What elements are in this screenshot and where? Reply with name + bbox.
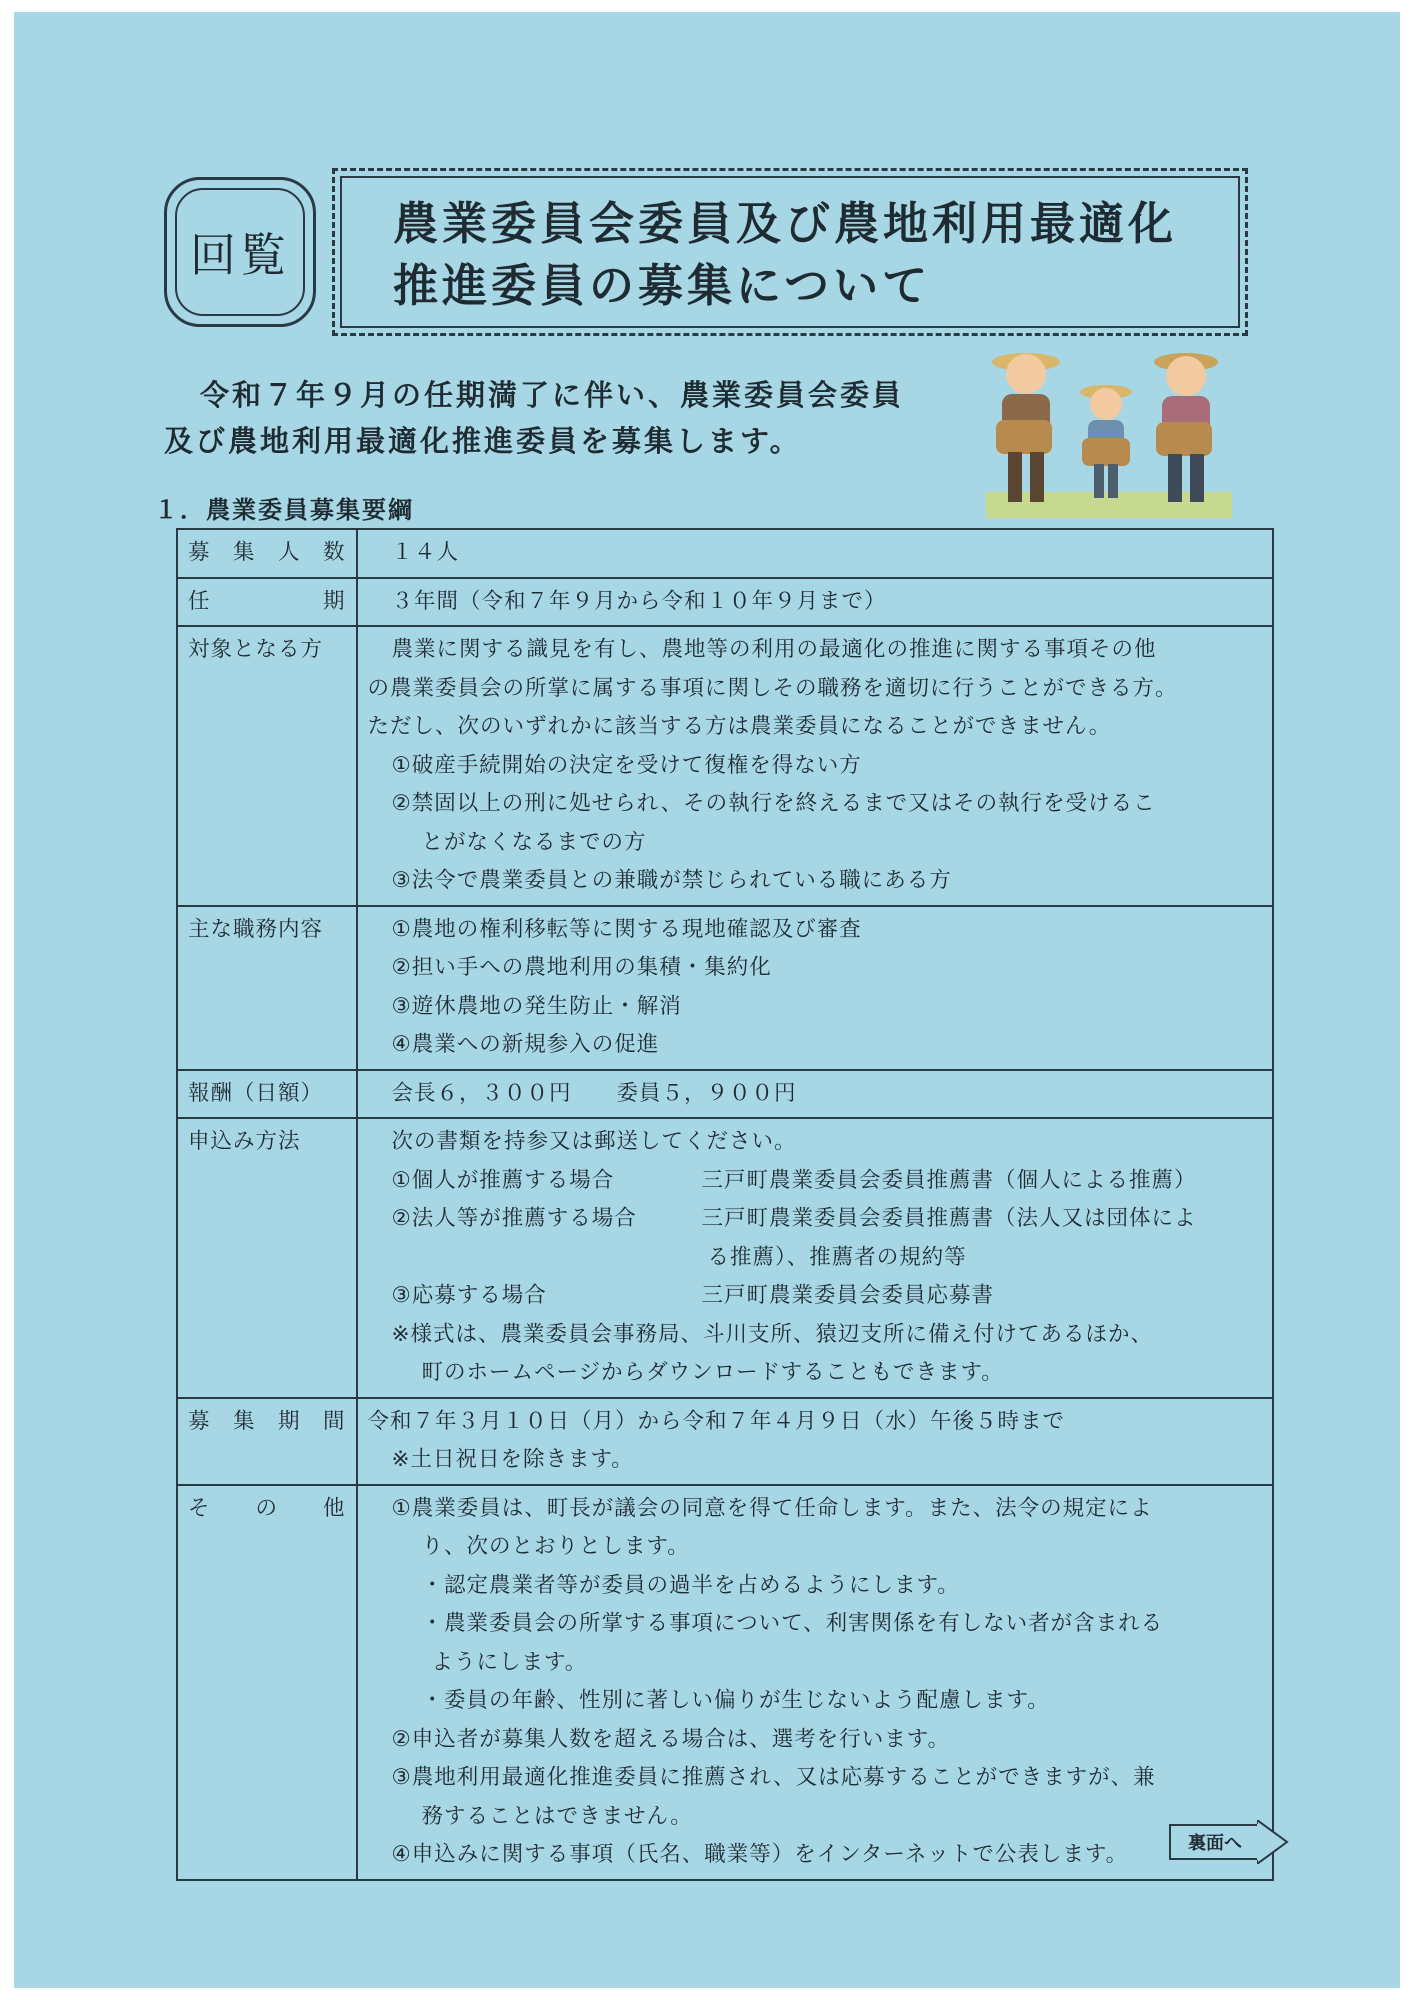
recruitment-outline-table	[176, 528, 1274, 1881]
row-count	[177, 529, 1273, 578]
section-title: １．農業委員募集要綱	[154, 496, 414, 524]
row-duties	[177, 906, 1273, 1070]
title-line-2: 推進委員の募集について	[393, 259, 932, 312]
label-count: 募 集 人 数	[177, 529, 357, 578]
target-line: ②禁固以上の刑に処せられ、その執行を終えるまで又はその執行を受けるこ	[391, 791, 1156, 816]
apply-case-2-doc-cont: る推薦）、推薦者の規約等	[707, 1244, 967, 1270]
period-line-1: 令和７年３月１０日（月）から令和７年４月９日（水）午後５時まで	[367, 1408, 1066, 1434]
label-other: そ の 他	[177, 1485, 357, 1880]
apply-case-1	[368, 1162, 1262, 1201]
row-target	[177, 626, 1273, 906]
row-term	[177, 578, 1273, 627]
row-period	[177, 1398, 1273, 1485]
apply-case-1-who: ①個人が推薦する場合	[391, 1167, 615, 1193]
value-period	[357, 1398, 1273, 1485]
label-apply: 申込み方法	[177, 1118, 357, 1398]
apply-case-3	[368, 1277, 1262, 1316]
other-line: ・認定農業者等が委員の過半を占めるようにします。	[421, 1572, 960, 1598]
other-line: ・農業委員会の所掌する事項について、利害関係を有しない者が含まれる	[421, 1611, 1164, 1636]
value-apply	[357, 1118, 1273, 1398]
other-line: ①農業委員は、町長が議会の同意を得て任命します。また、法令の規定によ	[391, 1495, 1153, 1521]
other-line: 務することはできません。	[421, 1803, 693, 1829]
label-target: 対象となる方	[177, 626, 357, 906]
value-duties	[357, 906, 1273, 1070]
target-line: 農業に関する識見を有し、農地等の利用の最適化の推進に関する事項その他	[391, 637, 1157, 662]
apply-case-3-doc: 三戸町農業委員会委員応募書	[701, 1283, 995, 1308]
value-other	[357, 1485, 1273, 1880]
arrow-right-icon	[1257, 1820, 1289, 1864]
other-line: ようにします。	[431, 1649, 588, 1675]
target-line: ③法令で農業委員との兼職が禁じられている職にある方	[391, 868, 952, 893]
apply-case-2	[368, 1200, 1262, 1239]
circulation-stamp	[164, 177, 316, 327]
next-page-indicator	[1169, 1820, 1289, 1864]
intro-line-1: 令和７年９月の任期満了に伴い、農業委員会委員	[200, 378, 905, 412]
value-target	[357, 626, 1273, 906]
row-pay	[177, 1070, 1273, 1119]
label-term: 任 期	[177, 578, 357, 627]
period-line-2: ※土日祝日を除きます。	[391, 1447, 634, 1472]
target-line: ①破産手続開始の決定を受けて復権を得ない方	[391, 752, 862, 778]
duty-line: ④農業への新規参入の促進	[391, 1032, 660, 1057]
intro-paragraph	[164, 372, 984, 464]
duty-line: ③遊休農地の発生防止・解消	[391, 993, 682, 1019]
duty-line: ①農地の権利移転等に関する現地確認及び審査	[391, 916, 862, 942]
row-other	[177, 1485, 1273, 1880]
label-period: 募 集 期 間	[177, 1398, 357, 1485]
term-text: ３年間（令和７年９月から令和１０年９月まで）	[391, 588, 887, 614]
apply-case-1-doc: 三戸町農業委員会委員推薦書（個人による推薦）	[701, 1167, 1197, 1193]
count-text: １４人	[391, 540, 460, 565]
title-line-1: 農業委員会委員及び農地利用最適化	[393, 197, 1178, 250]
farmer-child	[1080, 385, 1132, 498]
value-count	[357, 529, 1273, 578]
value-pay	[357, 1070, 1273, 1119]
pay-text: 会長６，３００円 委員５，９００円	[391, 1080, 797, 1106]
value-term	[357, 578, 1273, 627]
other-line: ・委員の年齢、性別に著しい偏りが生じないよう配慮します。	[421, 1688, 1050, 1713]
other-line: り、次のとおりとします。	[421, 1534, 690, 1559]
farmer-left	[992, 353, 1060, 502]
label-pay: 報酬（日額）	[177, 1070, 357, 1119]
document-page	[14, 12, 1400, 1988]
stamp-text: 回覧	[175, 188, 305, 316]
apply-case-3-who: ③応募する場合	[391, 1283, 547, 1308]
duty-line: ②担い手への農地利用の集積・集約化	[391, 955, 772, 980]
label-duties: 主な職務内容	[177, 906, 357, 1070]
target-line: の農業委員会の所掌に属する事項に関しその職務を適切に行うことができる方。	[367, 675, 1178, 701]
other-line: ③農地利用最適化推進委員に推薦され、又は応募することができますが、兼	[391, 1765, 1156, 1790]
other-line: ②申込者が募集人数を超える場合は、選考を行います。	[391, 1726, 951, 1752]
other-line: ④申込みに関する事項（氏名、職業等）をインターネットで公表します。	[391, 1842, 1129, 1867]
next-page-label: 裏面へ	[1169, 1824, 1259, 1860]
apply-intro: 次の書類を持参又は郵送してください。	[391, 1129, 797, 1154]
apply-note-2: 町のホームページからダウンロードすることもできます。	[421, 1360, 1004, 1385]
farmers-illustration	[986, 342, 1232, 518]
apply-note-1: ※様式は、農業委員会事務局、斗川支所、猿辺支所に備え付けてあるほか、	[391, 1321, 1154, 1347]
title-box	[332, 168, 1248, 336]
target-line: ただし、次のいずれかに該当する方は農業委員になることができません。	[367, 714, 1112, 739]
farmer-right	[1154, 353, 1218, 502]
apply-case-2-doc: 三戸町農業委員会委員推薦書（法人又は団体によ	[701, 1206, 1197, 1231]
row-apply	[177, 1118, 1273, 1398]
target-line: とがなくなるまでの方	[421, 829, 647, 855]
intro-line-2: 及び農地利用最適化推進委員を募集します。	[164, 424, 802, 458]
apply-case-2-who: ②法人等が推薦する場合	[391, 1206, 637, 1231]
